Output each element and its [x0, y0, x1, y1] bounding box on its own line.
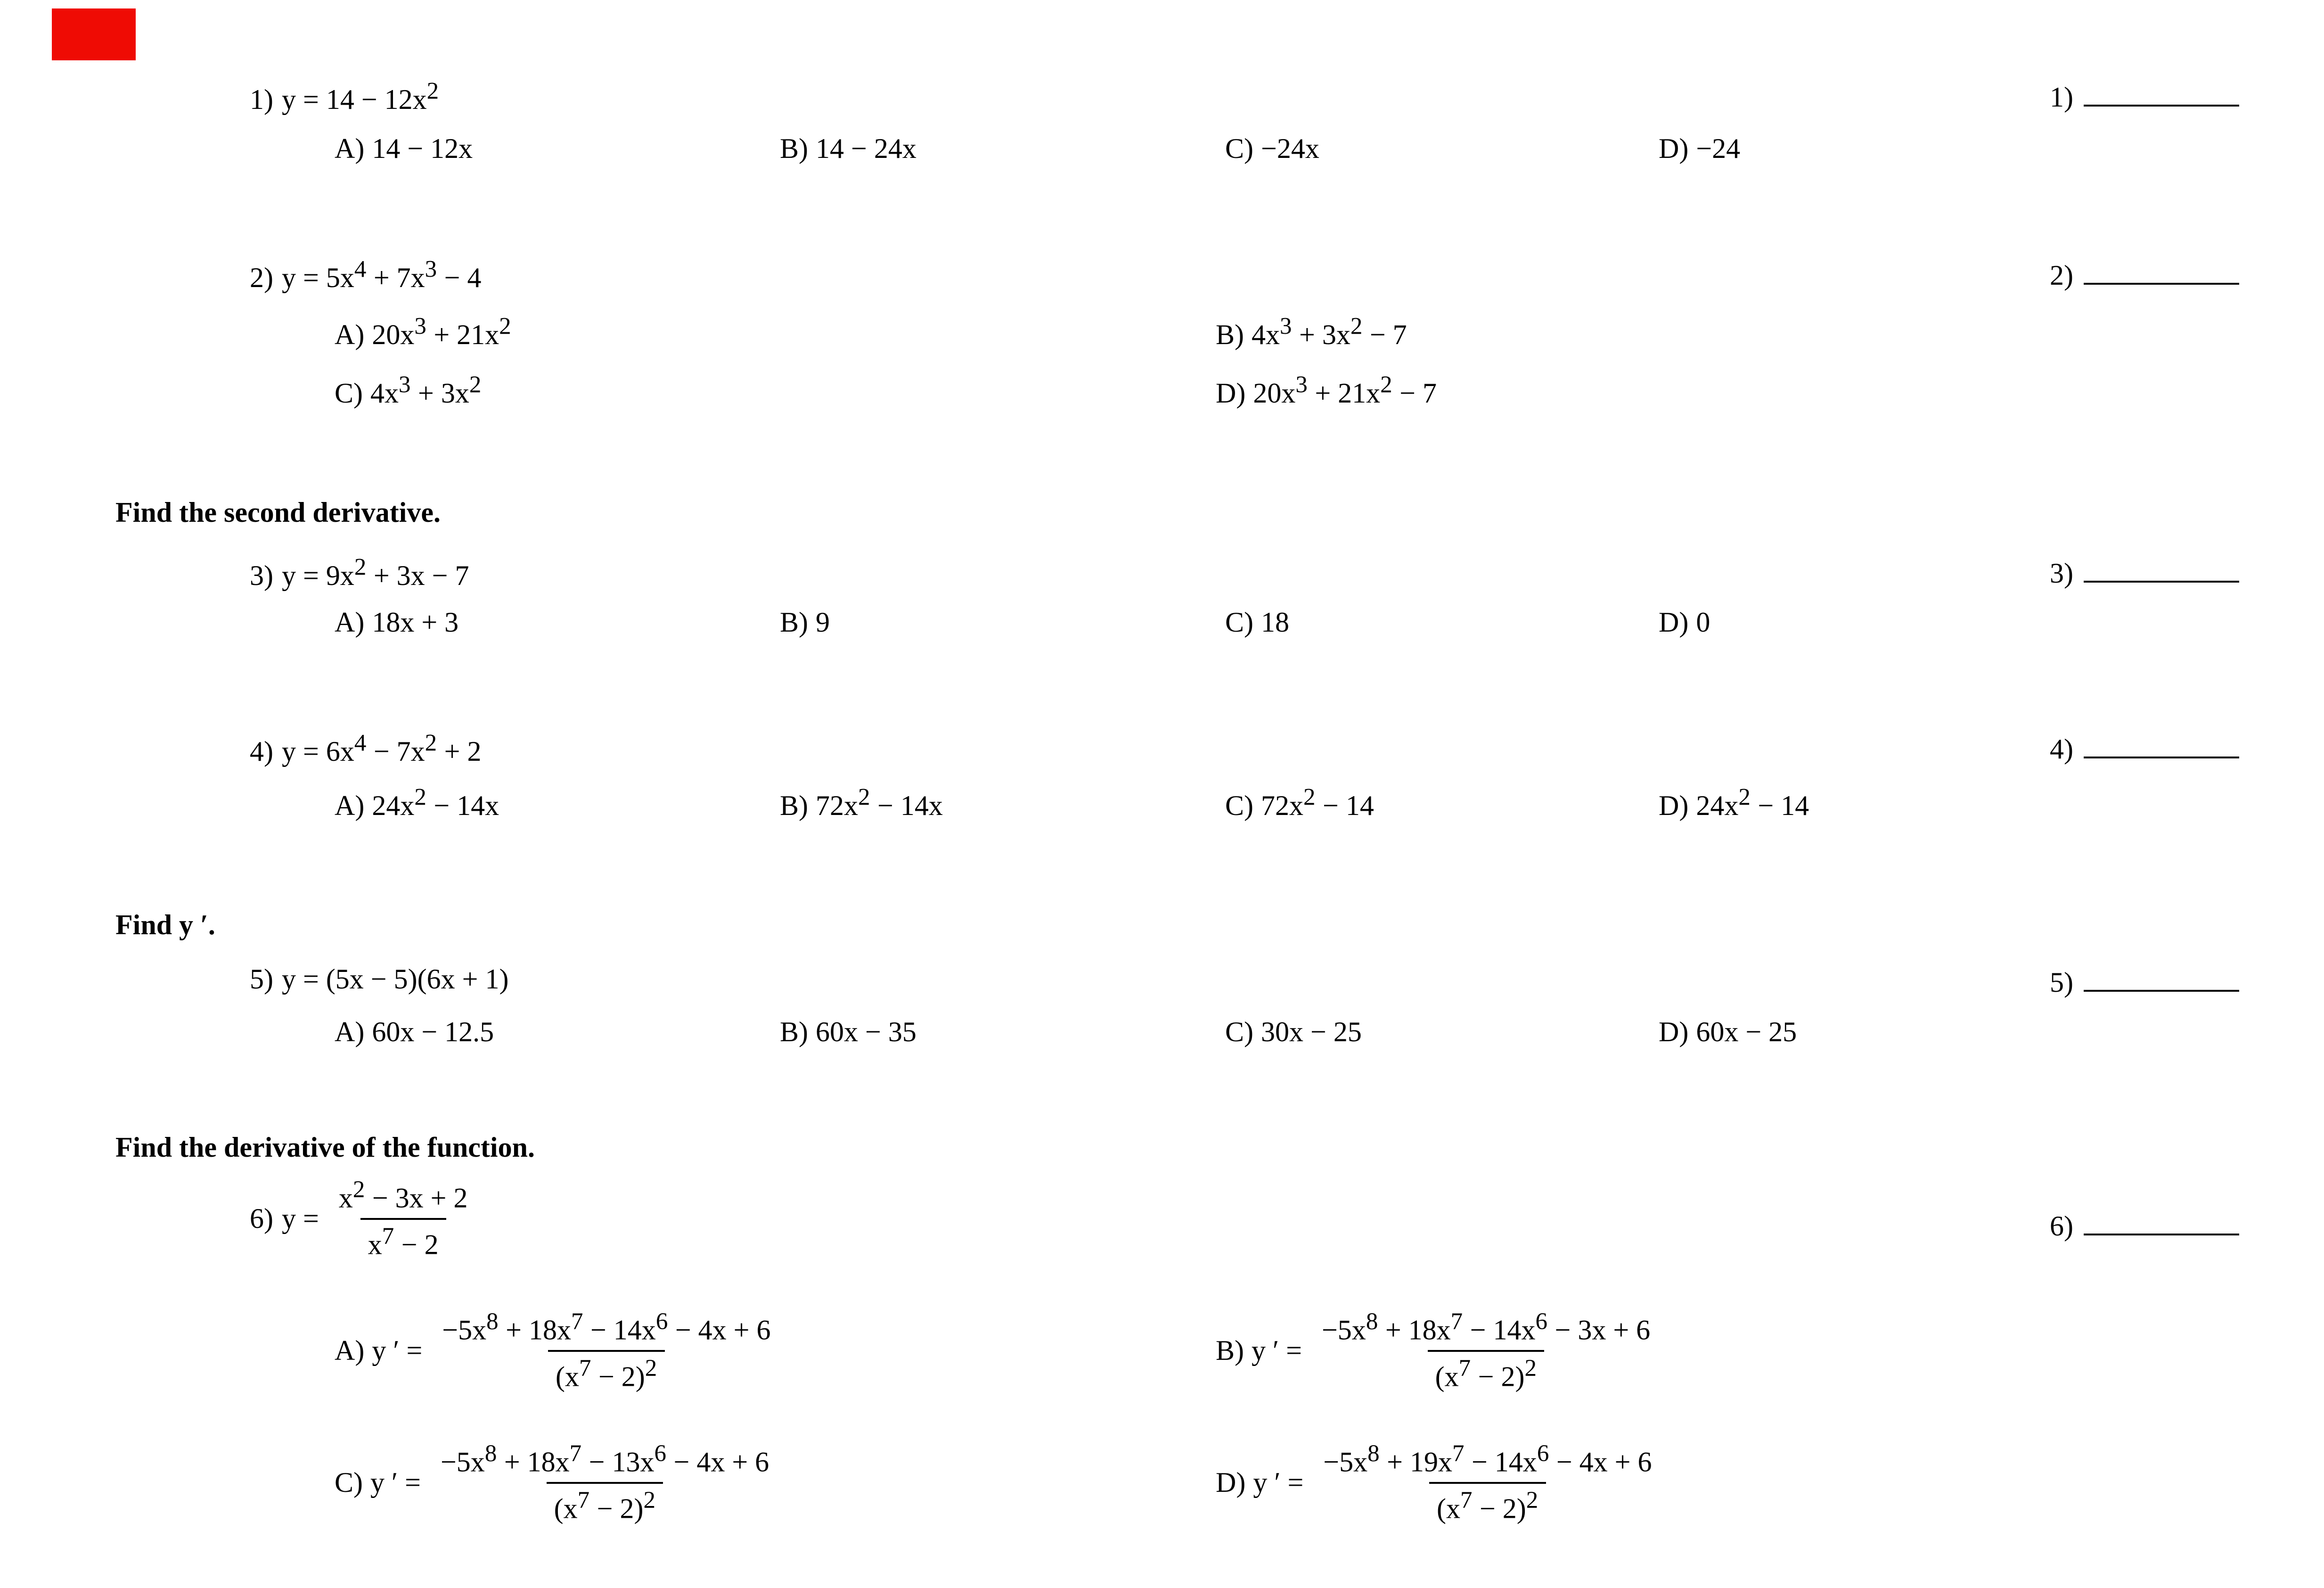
question-4-choice-d	[1659, 784, 1809, 822]
fraction-denominator: $(x^7 - 2)^2$	[1429, 1482, 1546, 1525]
fraction-denominator: $(x^7 - 2)^2$	[548, 1350, 665, 1393]
fraction-denominator: $(x^7 - 2)^2$	[547, 1482, 663, 1525]
question-5-choice-a	[335, 1016, 494, 1048]
fraction-numerator: $-5x^8 + 18x^7 - 13x^6 - 4x + 6$	[440, 1440, 769, 1478]
question-1-choice-c	[1225, 132, 1319, 165]
fraction-numerator: $x^2 - 3x + 2$	[338, 1177, 468, 1214]
question-3-choice-b	[780, 606, 830, 639]
choice-formula: 14 − 12x	[372, 133, 473, 164]
choice-prefix: y ′ =	[1252, 1334, 1302, 1366]
choice-label: D)	[1216, 378, 1246, 409]
choice-formula: 0	[1696, 607, 1710, 638]
answer-number: 5)	[2050, 967, 2073, 998]
choice-formula: 18x + 3	[372, 607, 459, 638]
choice-fraction	[1316, 1440, 1659, 1525]
question-1-choice-b	[780, 132, 917, 165]
choice-label: C)	[1225, 1016, 1253, 1047]
choice-label: D)	[1659, 133, 1689, 164]
choice-label: A)	[335, 319, 365, 351]
choice-label: C)	[1225, 790, 1253, 822]
answer-line	[2084, 78, 2239, 107]
answer-number: 6)	[2050, 1210, 2073, 1242]
choice-formula: 30x − 25	[1261, 1016, 1362, 1047]
question-5-choice-c	[1225, 1016, 1362, 1048]
choice-label: B)	[780, 790, 808, 822]
answer-blank-3	[2050, 554, 2239, 590]
question-6-choice-d	[1216, 1440, 1660, 1525]
choice-label: C)	[1225, 607, 1253, 638]
choice-formula: $24x^2 - 14$	[1696, 784, 1809, 822]
question-2-prompt	[250, 256, 482, 294]
choice-fraction	[433, 1440, 777, 1525]
question-4-choice-c	[1225, 784, 1374, 822]
choice-label: B)	[780, 133, 808, 164]
choice-label: A)	[335, 1334, 365, 1366]
question-2-choice-b	[1216, 313, 1407, 351]
question-6-choice-c	[335, 1440, 777, 1525]
fraction-numerator: $-5x^8 + 18x^7 - 14x^6 - 3x + 6$	[1321, 1308, 1651, 1346]
answer-line	[2084, 730, 2239, 758]
choice-formula: $20x^3 + 21x^2 - 7$	[1253, 372, 1437, 409]
question-6-prompt	[250, 1176, 475, 1261]
choice-formula: $72x^2 - 14$	[1261, 784, 1374, 822]
answer-line	[2084, 1207, 2239, 1235]
answer-number: 2)	[2050, 260, 2073, 291]
fraction-denominator: $x^7 - 2$	[360, 1218, 446, 1261]
question-1-choice-a	[335, 132, 473, 165]
answer-blank-4	[2050, 730, 2239, 765]
choice-label: A)	[335, 790, 365, 822]
choice-formula: 18	[1261, 607, 1289, 638]
choice-label: D)	[1659, 607, 1689, 638]
question-4-choice-b	[780, 784, 943, 822]
choice-formula: $4x^3 + 3x^2 - 7$	[1252, 313, 1407, 351]
question-5-equation: y = (5x − 5)(6x + 1)	[281, 963, 509, 995]
choice-formula: $24x^2 - 14x$	[372, 784, 499, 822]
answer-blank-2	[2050, 256, 2239, 292]
answer-blank-6	[2050, 1207, 2239, 1242]
question-2-choice-a	[335, 313, 511, 351]
choice-formula: $72x^2 - 14x$	[816, 784, 943, 822]
choice-formula: 14 − 24x	[816, 133, 917, 164]
red-marker	[52, 8, 136, 60]
choice-formula: −24	[1696, 133, 1741, 164]
answer-line	[2084, 554, 2239, 583]
choice-label: B)	[780, 607, 808, 638]
choice-formula: $20x^3 + 21x^2$	[372, 313, 512, 351]
question-5-choice-b	[780, 1016, 917, 1048]
fraction-numerator: $-5x^8 + 19x^7 - 14x^6 - 4x + 6$	[1323, 1440, 1652, 1478]
question-4-prompt	[250, 730, 482, 768]
answer-line	[2084, 963, 2239, 992]
question-6-number: 6)	[250, 1202, 273, 1234]
question-5-choice-d	[1659, 1016, 1797, 1048]
choice-label: A)	[335, 133, 365, 164]
choice-label: C)	[335, 378, 363, 409]
question-6-equation-prefix: y =	[281, 1202, 319, 1234]
choice-prefix: y ′ =	[372, 1334, 423, 1366]
question-1-equation: $y = 14 - 12x^2$	[281, 78, 439, 115]
question-3-choice-d	[1659, 606, 1710, 639]
question-4-number: 4)	[250, 736, 273, 767]
question-5-number: 5)	[250, 963, 273, 995]
question-4-equation: $y = 6x^4 - 7x^2 + 2$	[281, 730, 482, 767]
choice-label: D)	[1659, 790, 1689, 822]
question-1-prompt	[250, 78, 439, 116]
choice-formula: 9	[816, 607, 830, 638]
choice-label: C)	[335, 1466, 363, 1498]
choice-formula: 60x − 12.5	[372, 1016, 494, 1047]
question-6-choice-a	[335, 1308, 778, 1393]
choice-formula: $4x^3 + 3x^2$	[370, 372, 482, 409]
question-6-choice-b	[1216, 1308, 1658, 1393]
question-4-choice-a	[335, 784, 499, 822]
question-2-equation: $y = 5x^4 + 7x^3 - 4$	[281, 256, 482, 294]
answer-line	[2084, 256, 2239, 285]
answer-number: 4)	[2050, 733, 2073, 765]
choice-formula: 60x − 25	[1696, 1016, 1797, 1047]
choice-fraction	[1314, 1308, 1658, 1393]
fraction-denominator: $(x^7 - 2)^2$	[1428, 1350, 1545, 1393]
question-6-fraction	[331, 1176, 475, 1261]
choice-fraction	[434, 1308, 778, 1393]
choice-label: B)	[780, 1016, 808, 1047]
section-header-derivative-function: Find the derivative of the function.	[115, 1132, 535, 1163]
question-3-choice-c	[1225, 606, 1289, 639]
fraction-numerator: $-5x^8 + 18x^7 - 14x^6 - 4x + 6$	[442, 1308, 771, 1346]
question-2-number: 2)	[250, 262, 273, 294]
question-3-number: 3)	[250, 560, 273, 592]
question-3-prompt	[250, 554, 469, 592]
question-2-choice-d	[1216, 371, 1437, 410]
choice-label: B)	[1216, 319, 1244, 351]
answer-blank-1	[2050, 78, 2239, 114]
choice-label: C)	[1225, 133, 1253, 164]
choice-formula: −24x	[1261, 133, 1319, 164]
choice-label: D)	[1216, 1466, 1246, 1498]
choice-label: A)	[335, 607, 365, 638]
answer-blank-5	[2050, 963, 2239, 999]
question-2-choice-c	[335, 371, 482, 410]
choice-prefix: y ′ =	[1253, 1466, 1304, 1498]
choice-label: D)	[1659, 1016, 1689, 1047]
choice-label: B)	[1216, 1334, 1244, 1366]
answer-number: 1)	[2050, 82, 2073, 113]
question-3-equation: $y = 9x^2 + 3x - 7$	[281, 554, 469, 592]
question-5-prompt	[250, 963, 508, 996]
choice-label: A)	[335, 1016, 365, 1047]
question-3-choice-a	[335, 606, 458, 639]
choice-formula: 60x − 35	[816, 1016, 917, 1047]
section-header-find-y-prime: Find y ′.	[115, 909, 215, 940]
question-1-number: 1)	[250, 84, 273, 115]
question-1-choice-d	[1659, 132, 1740, 165]
answer-number: 3)	[2050, 558, 2073, 589]
choice-prefix: y ′ =	[370, 1466, 421, 1498]
section-header-second-derivative: Find the second derivative.	[115, 497, 441, 528]
